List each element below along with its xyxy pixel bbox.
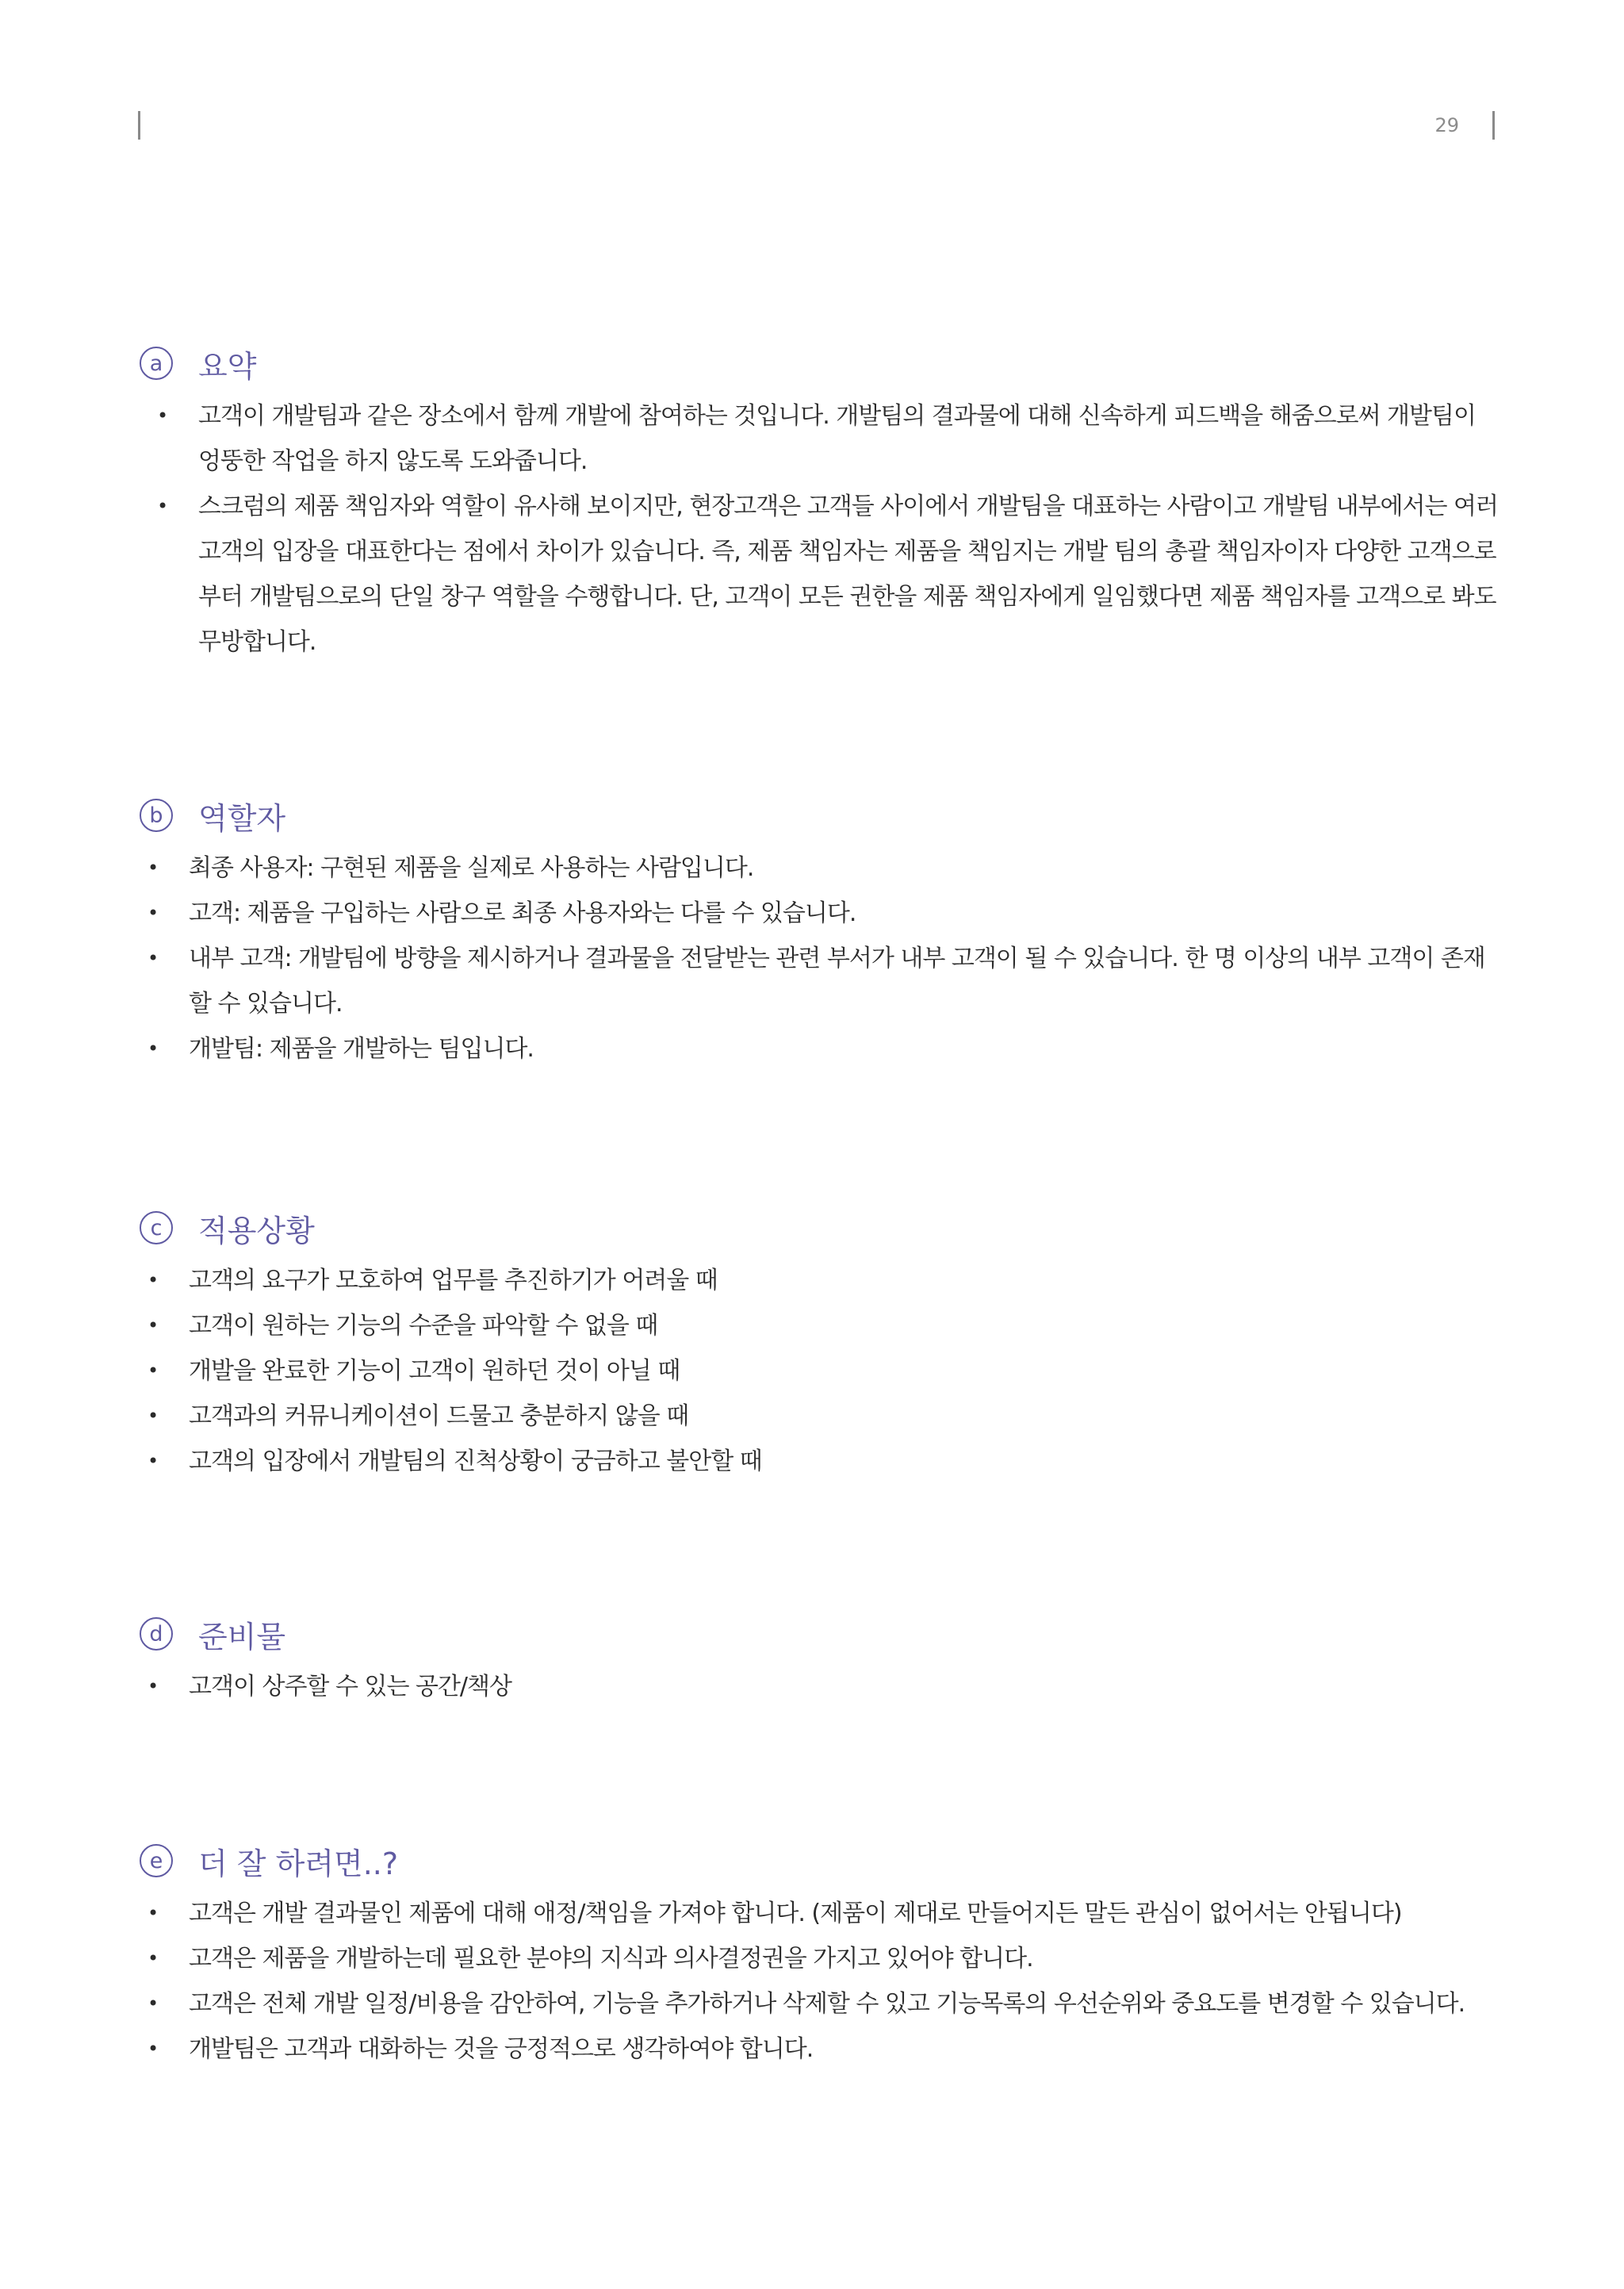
section-title: 역할자 <box>198 800 286 836</box>
section-roles <box>140 793 1503 1072</box>
section-title: 더 잘 하려면..? <box>198 1846 399 1881</box>
bullet-icon: • <box>147 1675 159 1697</box>
header-rule-right <box>1492 111 1495 140</box>
bullet-icon: • <box>147 857 159 879</box>
section-materials <box>140 1612 1503 1709</box>
section-marker: c <box>140 1211 173 1244</box>
list-item: • 고객의 입장에서 개발팀의 진척상황이 궁금하고 불안할 때 <box>140 1439 1503 1484</box>
bullet-icon: • <box>157 405 168 427</box>
list-item: • 개발을 완료한 기능이 고객이 원하던 것이 아닐 때 <box>140 1348 1503 1394</box>
bullet-icon: • <box>147 1314 159 1336</box>
bullet-icon: • <box>147 1359 159 1382</box>
bullet-icon: • <box>157 495 168 517</box>
header-rule-left <box>138 111 140 140</box>
bullet-list <box>140 393 1503 665</box>
bullet-list <box>140 1258 1503 1484</box>
section-heading <box>140 793 1503 838</box>
list-item: • 개발팀은 고객과 대화하는 것을 긍정적으로 생각하여야 합니다. <box>140 2026 1503 2072</box>
bullet-list <box>140 1891 1503 2072</box>
list-item: • 고객의 요구가 모호하여 업무를 추진하기가 어려울 때 <box>140 1258 1503 1303</box>
list-item: • 고객이 상주할 수 있는 공간/책상 <box>140 1664 1503 1709</box>
section-title: 적용상황 <box>198 1213 315 1248</box>
section-title: 준비물 <box>198 1619 286 1654</box>
bullet-icon: • <box>147 1992 159 2015</box>
section-use-cases <box>140 1206 1503 1484</box>
bullet-icon: • <box>147 1037 159 1060</box>
list-item: • 고객이 원하는 기능의 수준을 파악할 수 없을 때 <box>140 1303 1503 1348</box>
list-item: • 개발팀: 제품을 개발하는 팀입니다. <box>140 1026 1503 1072</box>
list-item: • 고객: 제품을 구입하는 사람으로 최종 사용자와는 다를 수 있습니다. <box>140 891 1503 936</box>
section-heading <box>140 1206 1503 1250</box>
bullet-icon: • <box>147 947 159 969</box>
bullet-icon: • <box>147 1269 159 1291</box>
bullet-icon: • <box>147 1902 159 1924</box>
section-heading <box>140 1838 1503 1883</box>
bullet-list <box>140 1664 1503 1709</box>
bullet-icon: • <box>147 902 159 924</box>
bullet-list <box>140 845 1503 1072</box>
list-item: • 최종 사용자: 구현된 제품을 실제로 사용하는 사람입니다. <box>140 845 1503 891</box>
section-marker: b <box>140 799 173 832</box>
page-number: 29 <box>1434 114 1459 136</box>
section-title: 요약 <box>198 348 257 384</box>
section-marker: e <box>140 1844 173 1877</box>
bullet-icon: • <box>147 1450 159 1472</box>
list-item: • 고객은 제품을 개발하는데 필요한 분야의 지식과 의사결정권을 가지고 있어야 합니다. <box>140 1936 1503 1981</box>
bullet-icon: • <box>147 1405 159 1427</box>
list-item: • 고객과의 커뮤니케이션이 드물고 충분하지 않을 때 <box>140 1394 1503 1439</box>
list-item: • 고객은 전체 개발 일정/비용을 감안하여, 기능을 추가하거나 삭제할 수 있고 기능목록의 우선순위와 중요도를 변경할 수 있습니다. <box>140 1981 1503 2026</box>
section-tips <box>140 1838 1503 2072</box>
section-marker: d <box>140 1617 173 1651</box>
list-item: • 스크럼의 제품 책임자와 역할이 유사해 보이지만, 현장고객은 고객들 사이에서 개발팀을 대표하는 사람이고 개발팀 내부에서는 여러 고객의 입장을 대표한다는 점에서 차이가 있습니다. 즉, 제품 책임자는 제품을 책임지는 개발 팀의 총괄 책임자이자 다양한 고객으로부터 개발팀으로의 단일 창구 역할을 수행합니다. 단, 고객이 모든 권한을 제품 책임자에게 일임했다면 제품 책임자를 고객으로 봐도 무방합니다. <box>140 484 1503 665</box>
section-heading <box>140 341 1503 385</box>
list-item: • 고객은 개발 결과물인 제품에 대해 애정/책임을 가져야 합니다. (제품이 제대로 만들어지든 말든 관심이 없어서는 안됩니다) <box>140 1891 1503 1936</box>
section-summary <box>140 341 1503 665</box>
list-item: • 고객이 개발팀과 같은 장소에서 함께 개발에 참여하는 것입니다. 개발팀의 결과물에 대해 신속하게 피드백을 해줌으로써 개발팀이 엉뚱한 작업을 하지 않도록 도와줍니다. <box>140 393 1503 484</box>
bullet-icon: • <box>147 2038 159 2060</box>
list-item: • 내부 고객: 개발팀에 방향을 제시하거나 결과물을 전달받는 관련 부서가 내부 고객이 될 수 있습니다. 한 명 이상의 내부 고객이 존재할 수 있습니다. <box>140 936 1503 1026</box>
section-heading <box>140 1612 1503 1656</box>
bullet-icon: • <box>147 1947 159 1969</box>
section-marker: a <box>140 347 173 380</box>
